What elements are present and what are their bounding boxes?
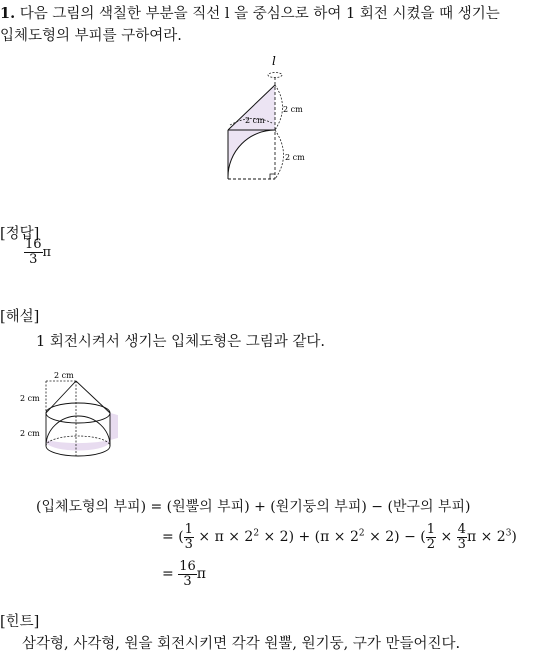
figure-2-label-left-lower: 2 cm bbox=[20, 429, 40, 438]
figure-1-label-mid: 2 cm bbox=[245, 116, 265, 125]
frac-1-3-a: $\frac{1}{3}$ bbox=[184, 522, 193, 552]
hint-text: 삼각형, 사각형, 원을 회전시키면 각각 원뿔, 원기둥, 구가 만들어진다. bbox=[22, 636, 461, 652]
problem-line-1 bbox=[0, 2, 500, 23]
answer-value: $\frac{16}{3}$ π bbox=[25, 237, 52, 267]
result-fraction: $\frac{16}{3}$ bbox=[179, 559, 196, 589]
explanation-text: 1 회전시켜서 생기는 입체도형은 그림과 같다. bbox=[36, 334, 326, 350]
answer-heading: [정답] bbox=[0, 226, 40, 242]
problem-line-2: 입체도형의 부피를 구하여라. bbox=[0, 28, 182, 44]
figure-2 bbox=[18, 368, 118, 460]
figure-1-label-top: 2 cm bbox=[283, 105, 303, 114]
figure-1-axis-ellipse bbox=[268, 73, 282, 78]
figure-1-right-angle bbox=[270, 174, 275, 179]
figure-2-label-left-upper: 2 cm bbox=[20, 394, 40, 403]
frac-1-2: $\frac{1}{2}$ bbox=[426, 522, 436, 552]
figure-2-cone-right bbox=[76, 381, 110, 413]
figure-1-shaded-region bbox=[228, 85, 275, 177]
explanation-heading: [해설] bbox=[0, 309, 40, 325]
figure-2-label-top: 2 cm bbox=[54, 371, 74, 380]
figure-1-axis-label: l bbox=[272, 55, 276, 68]
equation-line-3: = $\frac{16}{3}$ π bbox=[162, 559, 206, 589]
figure-1-dim-right-upper bbox=[275, 85, 283, 130]
answer-fraction: $\frac{16}{3}$ bbox=[25, 237, 42, 267]
frac-4-3: $\frac{4}{3}$ bbox=[457, 522, 466, 552]
figure-1-label-bottom: 2 cm bbox=[285, 153, 305, 162]
problem-number: 1. bbox=[0, 5, 16, 22]
equation-line-2: = ( $\frac{1}{3}$ × $\pi \times 2^2 \times 2) + (\pi \times 2^2 \times 2)$ − ( $\frac{1}{2}$ × $\frac{4}{3}$ $\pi \times 2^3$) bbox=[162, 522, 517, 552]
problem-text-1: 다음 그림의 색칠한 부분을 직선 l 을 중심으로 하여 1 회전 시켰을 때 생기는 bbox=[19, 6, 500, 22]
figure-1-dim-right-lower bbox=[275, 130, 284, 179]
hint-heading: [힌트] bbox=[0, 614, 40, 630]
equation-line-1: (입체도형의 부피) = (원뿔의 부피) + (원기둥의 부피) − (반구의 부피) bbox=[36, 499, 471, 515]
figure-2-top-ellipse bbox=[46, 403, 110, 423]
figure-1 bbox=[220, 55, 310, 185]
